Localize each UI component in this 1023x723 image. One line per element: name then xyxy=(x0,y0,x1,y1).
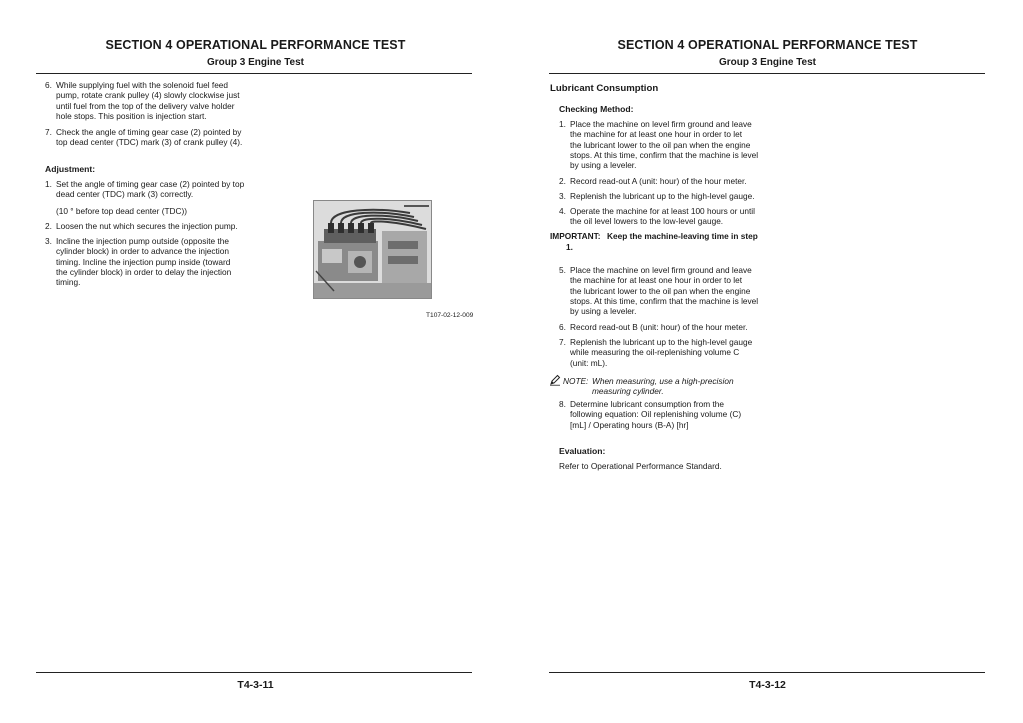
left-page xyxy=(0,0,511,723)
step-text: Place the machine on level firm ground and leave the machine for at least one hour in order to let the lubricant lower to the oil pan when the engine stops. At this time, confirm that the machine is level by using a leveler. xyxy=(570,119,759,171)
step-text: Replenish the lubricant up to the high-level gauge. xyxy=(570,191,755,201)
section-title: SECTION 4 OPERATIONAL PERFORMANCE TEST xyxy=(617,38,918,52)
step-text: Record read-out B (unit: hour) of the hour meter. xyxy=(570,322,748,332)
step-text: Set the angle of timing gear case (2) pointed by top dead center (TDC) mark (3) correctly. xyxy=(56,179,245,200)
step-7 xyxy=(45,127,305,149)
topic-title: Lubricant Consumption xyxy=(550,83,659,94)
footer-rule xyxy=(549,672,985,673)
step-text: Record read-out A (unit: hour) of the hour meter. xyxy=(570,176,747,186)
step-number: 6. xyxy=(45,80,52,90)
step-text: Check the angle of timing gear case (2) pointed by top dead center (TDC) mark (3) of crank pulley (4). xyxy=(56,127,243,148)
check-step-7 xyxy=(559,337,819,370)
step-number: 2. xyxy=(559,176,566,186)
check-step-2 xyxy=(559,176,819,187)
page-number: T4-3-11 xyxy=(237,679,274,691)
step-number: 1. xyxy=(45,179,52,189)
note-text-line1: When measuring, use a high-precision measuring cylinder. xyxy=(592,376,734,397)
step-text: Operate the machine for at least 100 hours or until the oil level lowers to the low-level gauge. xyxy=(570,206,755,227)
header-rule xyxy=(36,73,472,74)
checking-method-heading: Checking Method: xyxy=(559,104,634,114)
step-number: 5. xyxy=(559,265,566,275)
adjustment-heading: Adjustment: xyxy=(45,164,96,174)
adjust-step-2 xyxy=(45,221,305,232)
step-text: Loosen the nut which secures the injection pump. xyxy=(56,221,238,231)
step-text: Determine lubricant consumption from the following equation: Oil replenishing volume (C) [mL] / Operating hours (B-A) [hr] xyxy=(570,399,742,430)
injection-pump-photo xyxy=(313,200,432,299)
page-number: T4-3-12 xyxy=(749,679,786,691)
note-label: NOTE: xyxy=(563,376,589,386)
step-number: 3. xyxy=(45,236,52,246)
pencil-note-icon xyxy=(549,373,561,385)
step-number: 7. xyxy=(45,127,52,137)
group-title: Group 3 Engine Test xyxy=(718,57,817,68)
right-page xyxy=(512,0,1023,723)
step-6 xyxy=(45,80,305,124)
important-label: IMPORTANT: xyxy=(550,231,601,241)
step-number: 6. xyxy=(559,322,566,332)
check-step-4 xyxy=(559,206,819,228)
important-text: Keep the machine-leaving time in step xyxy=(607,231,758,241)
step-text: While supplying fuel with the solenoid fuel feed pump, rotate crank pulley (4) slowly clockwise just until fuel from the top of the delivery valve holder hole stops. This position is injection start. xyxy=(56,80,240,121)
group-title: Group 3 Engine Test xyxy=(206,57,305,68)
adjust-step-1 xyxy=(45,179,305,201)
evaluation-heading: Evaluation: xyxy=(559,446,606,456)
step-text: Place the machine on level firm ground and leave the machine for at least one hour in order to let the lubricant lower to the oil pan when the engine stops. At this time, confirm that the machine is level by using a leveler. xyxy=(570,265,759,317)
check-step-1 xyxy=(559,119,819,173)
step-number: 8. xyxy=(559,399,566,409)
check-step-6 xyxy=(559,322,819,333)
section-title: SECTION 4 OPERATIONAL PERFORMANCE TEST xyxy=(105,38,406,52)
step-text: Incline the injection pump outside (opposite the cylinder block) in order to advance the injection timing. Incline the injection pump inside (toward the cylinder block) in order to delay the injection timing. xyxy=(56,236,232,288)
step-number: 7. xyxy=(559,337,566,347)
step-number: 1. xyxy=(559,119,566,129)
adjust-step-3 xyxy=(45,236,305,290)
check-step-8 xyxy=(559,399,819,432)
step-number: 3. xyxy=(559,191,566,201)
figure-caption: T107-02-12-009 xyxy=(426,312,474,319)
important-text-step: 1. xyxy=(566,242,573,252)
check-step-3 xyxy=(559,191,819,202)
step-text: Replenish the lubricant up to the high-level gauge while measuring the oil-replenishing volume C (unit: mL). xyxy=(570,337,753,368)
step-number: 4. xyxy=(559,206,566,216)
header-rule xyxy=(549,73,985,74)
footer-rule xyxy=(36,672,472,673)
step-number: 2. xyxy=(45,221,52,231)
check-step-5 xyxy=(559,265,819,319)
adjust-step-1-note xyxy=(45,206,305,217)
step-text: (10 ° before top dead center (TDC)) xyxy=(56,206,188,216)
evaluation-text: Refer to Operational Performance Standard. xyxy=(559,461,722,471)
